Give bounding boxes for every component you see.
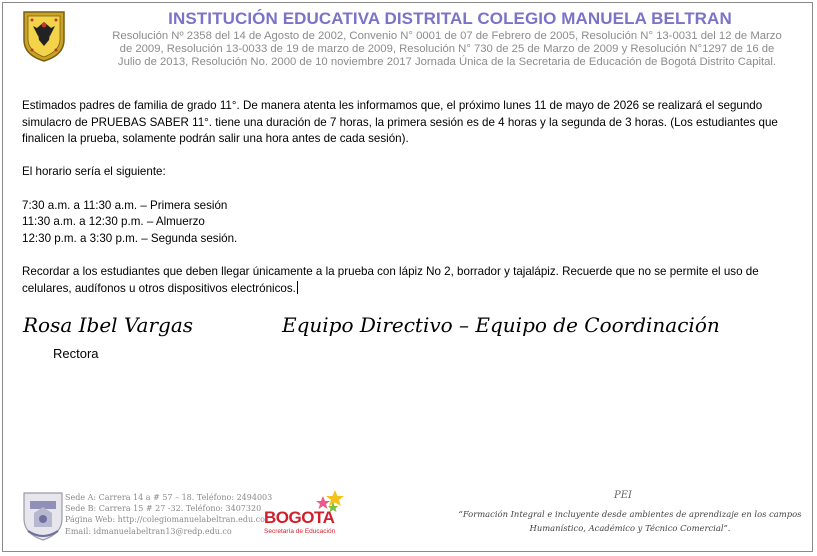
- pei-motto: [455, 507, 805, 535]
- intro-line: simulacro de PRUEBAS SABER 11°. tiene una duración de 7 horas, la primera sesión es de 4 horas y la segunda de 3 horas. (Los estudiantes que: [22, 115, 778, 129]
- resolution-line: Julio de 2013, Resolución No. 2000 de 10 noviembre 2017 Jornada Única de la Secretaria de Educación de Bogotá Distrito Capital.: [117, 56, 777, 68]
- letter-body[interactable]: [22, 98, 802, 297]
- sede-line: Sede A: Carrera 14 a # 57 – 18. Teléfono: 2494003: [65, 493, 273, 502]
- reminder-text: celulares, audífonos u otros dispositivos electrónicos.: [22, 281, 296, 295]
- signature-name: Rosa Ibel Vargas: [23, 313, 194, 337]
- schedule-item: 12:30 p.m. a 3:30 p.m. – Segunda sesión.: [22, 231, 238, 245]
- reminder-line: Recordar a los estudiantes que deben llegar únicamente a la prueba con lápiz No 2, borrador y tajalápiz. Recuerde que no se permite el uso de: [22, 264, 759, 278]
- bogota-logo-text: BOGOTA: [264, 508, 335, 527]
- signature-team: Equipo Directivo – Equipo de Coordinación: [282, 313, 720, 337]
- footer-sedes: [65, 492, 272, 537]
- intro-line: Estimados padres de familia de grado 11°. De manera atenta les informamos que, el próximo lunes 11 de mayo de 2026 se realizará el segundo: [22, 99, 763, 112]
- signature-role: Rectora: [53, 346, 99, 361]
- school-seal-icon: [22, 489, 64, 541]
- resolution-line: de 2009, Resolución 13-0033 de 19 de marzo de 2009, Resolución N° 730 de 25 de Marzo de 2009 y Resolución N°1297 de 16 de: [119, 43, 775, 55]
- schedule-item: 7:30 a.m. a 11:30 a.m. – Primera sesión: [22, 198, 228, 212]
- reminder-line: [22, 281, 802, 298]
- email-line: Email: idmanuelabeltran13@redp.edu.co: [65, 526, 232, 536]
- school-title: INSTITUCIÓN EDUCATIVA DISTRITAL COLEGIO MANUELA BELTRAN: [168, 9, 732, 28]
- pei-line: Humanístico, Académico y Técnico Comercial”.: [529, 523, 731, 533]
- sede-line: Sede B: Carrera 15 # 27 -32. Teléfono: 3407320: [65, 504, 262, 514]
- text-cursor: [297, 281, 298, 294]
- pei-label: PEI: [614, 490, 632, 501]
- resolutions-block: [86, 30, 808, 69]
- web-line: Página Web: http://colegiomanuelabeltran.edu.co: [65, 515, 265, 525]
- bogota-crest-icon: [21, 10, 67, 62]
- intro-line: finalicen la prueba, solamente podrán salir una hora antes de cada sesión).: [22, 132, 409, 146]
- schedule-heading: El horario sería el siguiente:: [22, 165, 166, 179]
- schedule-item: 11:30 a.m. a 12:30 p.m. – Almuerzo: [22, 215, 205, 229]
- pei-line: “Formación Integral e incluyente desde ambientes de aprendizaje en los campos: [458, 509, 802, 519]
- resolution-line: Resolución Nº 2358 del 14 de Agosto de 2002, Convenio N° 0001 de 07 de Febrero de 2005, Resolución N° 13-0031 del 12 de Marzo: [112, 30, 782, 42]
- bogota-logo-subtitle: Secretaría de Educación: [264, 528, 336, 535]
